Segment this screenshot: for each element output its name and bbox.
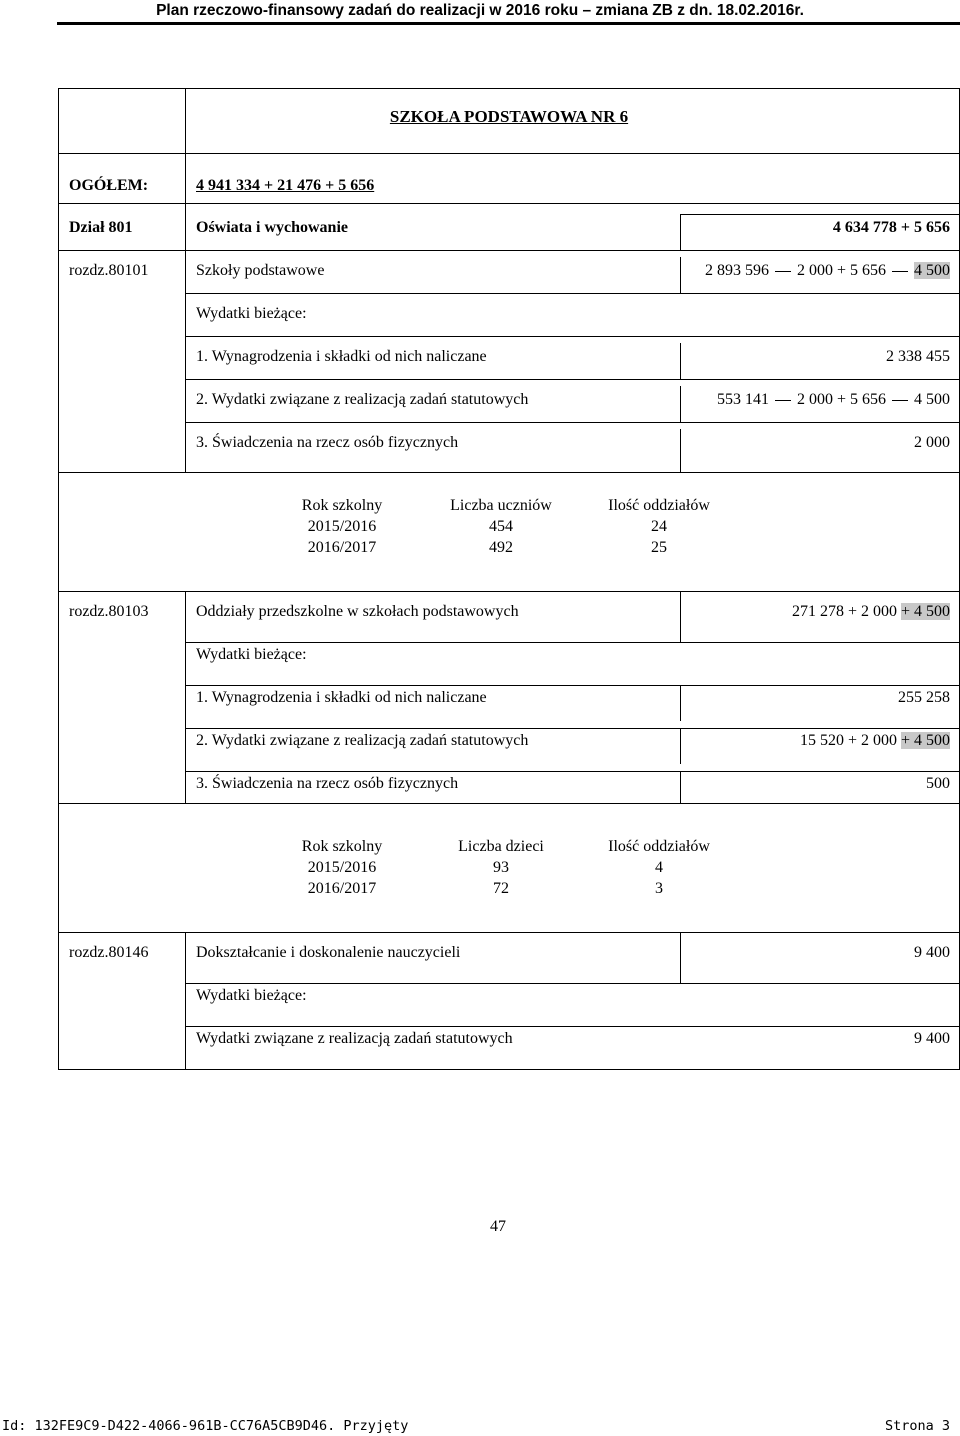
item-value: 9 400	[914, 1030, 950, 1047]
value-main: 15 520 + 2 000	[799, 732, 897, 749]
item-value: 2 338 455	[886, 348, 950, 365]
rozdz-value	[681, 603, 950, 621]
item-value: 500	[926, 775, 950, 792]
school-title: SZKOŁA PODSTAWOWA NR 6	[389, 107, 629, 126]
wydatki-label: Wydatki bieżące:	[196, 305, 307, 322]
item-value: 255 258	[898, 689, 950, 706]
stats-header: Liczba dzieci	[458, 838, 544, 855]
item-label: 3. Świadczenia na rzecz osób fizycznych	[196, 775, 459, 792]
stats-header: Rok szkolny	[301, 838, 383, 855]
stats-cell: 72	[493, 880, 509, 897]
dzial-value: 4 634 778 + 5 656	[832, 219, 950, 236]
page-number: 47	[490, 1218, 506, 1235]
ogolem-label: OGÓŁEM:	[69, 177, 149, 194]
rozdz-name: Dokształcanie i doskonalenie nauczycieli	[196, 944, 461, 961]
value-plus: + 4 500	[900, 603, 950, 620]
stats-cell: 2015/2016	[307, 859, 377, 876]
rozdz-name: Szkoły podstawowe	[196, 262, 325, 279]
divider	[185, 642, 959, 643]
divider	[185, 422, 959, 423]
budget-table	[58, 88, 960, 1070]
divider	[185, 293, 959, 294]
stats-cell: 4	[655, 859, 663, 876]
strike-dash	[892, 400, 908, 401]
divider	[185, 983, 959, 984]
column-separator	[185, 932, 186, 1069]
rozdz-value	[681, 262, 950, 280]
value-main: 2 893 596	[704, 262, 769, 279]
divider	[185, 1026, 959, 1027]
divider	[680, 214, 959, 215]
stats-cell: 3	[655, 880, 663, 897]
strike-dash	[892, 271, 908, 272]
item-label: 2. Wydatki związane z realizacją zadań statutowych	[196, 732, 529, 749]
item-value	[681, 732, 950, 750]
divider	[185, 771, 959, 772]
divider	[59, 250, 959, 251]
strike-dash	[775, 400, 791, 401]
wydatki-label: Wydatki bieżące:	[196, 646, 307, 663]
stats-cell: 25	[651, 539, 667, 556]
divider	[59, 591, 959, 592]
rozdz-code: rozdz.80146	[69, 944, 149, 961]
column-separator	[185, 89, 186, 472]
stats-cell: 93	[493, 859, 509, 876]
value-main: 271 278 + 2 000	[791, 603, 897, 620]
column-separator	[680, 214, 681, 250]
stats-cell: 492	[489, 539, 513, 556]
value-minus: 4 500	[914, 391, 950, 408]
divider	[59, 932, 959, 933]
divider	[59, 803, 959, 804]
rozdz-code: rozdz.80101	[69, 262, 149, 279]
stats-cell: 2015/2016	[307, 518, 377, 535]
item-label: 1. Wynagrodzenia i składki od nich naliczane	[196, 689, 487, 706]
divider	[185, 336, 959, 337]
divider	[59, 472, 959, 473]
item-label: Wydatki związane z realizacją zadań statutowych	[196, 1030, 513, 1047]
item-label: 1. Wynagrodzenia i składki od nich naliczane	[196, 348, 487, 365]
stats-header: Ilość oddziałów	[608, 497, 710, 514]
divider	[59, 153, 959, 154]
divider	[59, 203, 959, 204]
footer-id: Id: 132FE9C9-D422-4066-961B-CC76A5CB9D46. Przyjęty	[2, 1418, 409, 1434]
value-minus: 4 500	[914, 262, 950, 279]
rozdz-value: 9 400	[914, 944, 950, 961]
footer-page: Strona 3	[884, 1418, 950, 1434]
strike-dash	[775, 271, 791, 272]
stats-cell: 2016/2017	[307, 539, 377, 556]
document-header: Plan rzeczowo-finansowy zadań do realizacji w 2016 roku – zmiana ZB z dn. 18.02.2016r.	[156, 2, 804, 19]
value-extra: 2 000 + 5 656	[796, 391, 886, 408]
divider	[185, 379, 959, 380]
rozdz-name: Oddziały przedszkolne w szkołach podstawowych	[196, 603, 519, 620]
value-extra: 2 000 + 5 656	[796, 262, 886, 279]
divider	[185, 728, 959, 729]
header-rule	[57, 22, 960, 25]
wydatki-label: Wydatki bieżące:	[196, 987, 307, 1004]
stats-cell: 24	[651, 518, 667, 535]
stats-cell: 454	[489, 518, 513, 535]
dzial-label: Dział 801	[69, 219, 133, 236]
stats-header: Ilość oddziałów	[608, 838, 710, 855]
stats-header: Liczba uczniów	[450, 497, 552, 514]
ogolem-value: 4 941 334 + 21 476 + 5 656	[196, 177, 375, 194]
stats-cell: 2016/2017	[307, 880, 377, 897]
item-label: 2. Wydatki związane z realizacją zadań statutowych	[196, 391, 529, 408]
item-value: 2 000	[914, 434, 950, 451]
value-plus: + 4 500	[900, 732, 950, 749]
divider	[185, 685, 959, 686]
stats-header: Rok szkolny	[301, 497, 383, 514]
item-label: 3. Świadczenia na rzecz osób fizycznych	[196, 434, 459, 451]
dzial-name: Oświata i wychowanie	[196, 219, 348, 236]
value-main: 553 141	[716, 391, 769, 408]
item-value	[681, 391, 950, 409]
rozdz-code: rozdz.80103	[69, 603, 149, 620]
